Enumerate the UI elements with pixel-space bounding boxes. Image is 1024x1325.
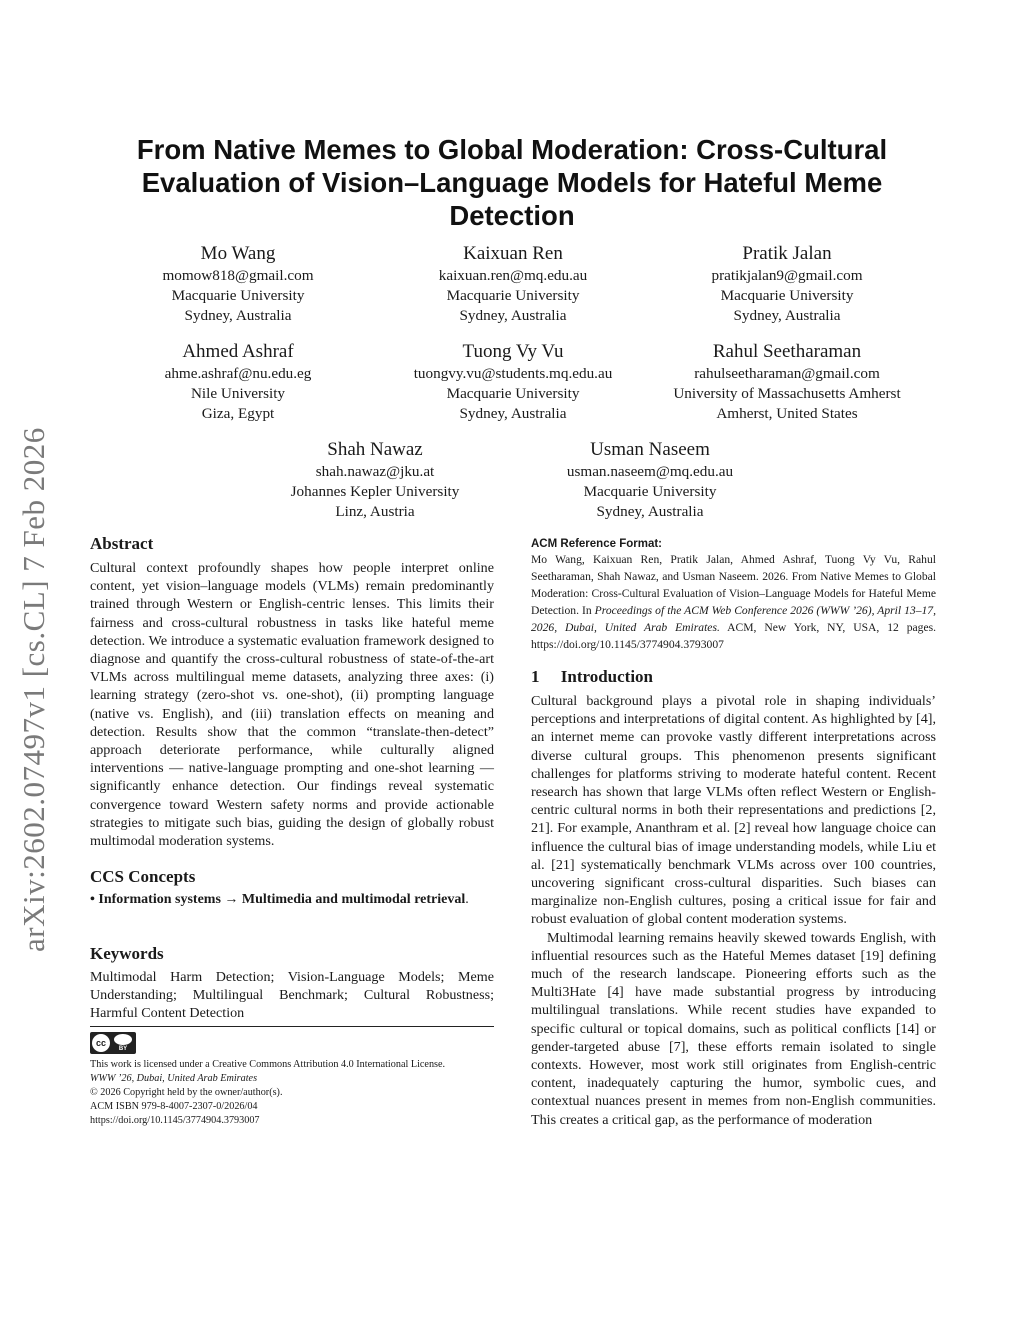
keywords-section — [90, 943, 494, 1023]
person-icon — [114, 1034, 132, 1045]
author-block — [98, 242, 378, 327]
by-label: BY — [118, 1046, 128, 1052]
ccs-heading: CCS Concepts — [90, 867, 196, 886]
ccs-concept: • Information systems → Multimedia and multimodal retrieval — [90, 892, 466, 907]
ccs-concepts-text — [90, 891, 494, 909]
author-affiliation: Macquarie University — [720, 287, 854, 305]
author-affiliation: Nile University — [190, 385, 286, 403]
author-affiliation: Macquarie University — [446, 287, 580, 305]
introduction-section — [531, 666, 936, 1129]
paper-title: From Native Memes to Global Moderation: Cross-Cultural Evaluation of Vision–Language Models for Hateful Meme Detection — [136, 134, 888, 231]
license-footnote — [90, 1058, 500, 1128]
author-affiliation: Johannes Kepler University — [290, 483, 460, 501]
isbn-line: ACM ISBN 979-8-4007-2307-0/2026/04 — [90, 1101, 258, 1112]
author-email: tuongvy.vu@students.mq.edu.au — [413, 365, 613, 382]
abstract-heading: Abstract — [90, 534, 154, 553]
cc-icon: cc — [92, 1034, 110, 1052]
author-affiliation: Macquarie University — [171, 287, 305, 305]
author-name: Pratik Jalan — [742, 243, 832, 264]
acm-reference-publisher: ACM, New York, NY, USA, 12 pages. https://doi.org/10.1145/3774904.3793007 — [531, 620, 937, 651]
footnote-divider — [90, 1026, 494, 1027]
author-name: Tuong Vy Vu — [462, 341, 564, 362]
acm-reference-section — [531, 536, 936, 653]
introduction-paragraph: Multimodal learning remains heavily skewed towards English, with influential resources such as the Hateful Memes dataset [19] defining much of the research landscape. Pioneering efforts such as the Multi3Hate [4] have made substantial progress by introducing multilingual translations. While recent studies have expanded to specific cultural or topical domains, such as political conflicts [14] or gender-targeted abuse [7], these efforts remain isolated to single contexts. However, most work still originates from English-centric content, inadequately capturing the humor, symbolic cues, and contextual nuances present in memes from non-English communities. This creates a critical gap, as the performance of moderation — [531, 929, 936, 1128]
author-location: Sydney, Australia — [596, 503, 704, 521]
author-location: Sydney, Australia — [459, 307, 567, 325]
keywords-heading: Keywords — [90, 944, 164, 963]
author-location: Linz, Austria — [335, 503, 415, 521]
author-location: Sydney, Australia — [733, 307, 841, 325]
author-email: rahulseetharaman@gmail.com — [694, 365, 880, 382]
author-block — [373, 242, 653, 327]
author-email: shah.nawaz@jku.at — [315, 463, 435, 480]
acm-reference-venue: Proceedings of the ACM Web Conference 2026 (WWW ’26), April 13–17, 2026, Dubai, United Arab Emirates. — [531, 603, 936, 634]
author-block — [373, 340, 653, 425]
author-location: Sydney, Australia — [184, 307, 292, 325]
author-name: Usman Naseem — [590, 439, 710, 460]
copyright-line: © 2026 Copyright held by the owner/author(s). — [90, 1087, 283, 1098]
author-name: Ahmed Ashraf — [182, 341, 294, 362]
author-block — [510, 438, 790, 523]
acm-reference-authors: Mo Wang, Kaixuan Ren, Pratik Jalan, Ahmed Ashraf, Tuong Vy Vu, Rahul Seetharaman, Shah Nawaz, and Usman Naseem. 2026. From Native Memes to Global Moderation: Cross-Cultural Evaluation of Vision–Language Models for Hateful Meme Detection. In — [531, 553, 936, 617]
author-name: Rahul Seetharaman — [712, 341, 862, 362]
author-email: pratikjalan9@gmail.com — [711, 267, 863, 284]
author-affiliation: Macquarie University — [583, 483, 717, 501]
author-block — [235, 438, 515, 523]
keywords-text: Multimodal Harm Detection; Vision-Language Models; Meme Understanding; Multilingual Benchmark; Cultural Robustness; Harmful Content Detection — [90, 969, 494, 1022]
license-statement: This work is licensed under a Creative Commons Attribution 4.0 International License. — [90, 1059, 446, 1070]
author-email: momow818@gmail.com — [162, 267, 314, 284]
author-name: Kaixuan Ren — [463, 243, 563, 264]
ccs-concept-tail: . — [465, 892, 469, 907]
doi-link[interactable]: https://doi.org/10.1145/3774904.3793007 — [90, 1115, 260, 1126]
author-affiliation: Macquarie University — [446, 385, 580, 403]
author-name: Mo Wang — [200, 243, 276, 264]
author-email: usman.naseem@mq.edu.au — [566, 463, 734, 480]
author-block — [98, 340, 378, 425]
author-affiliation: University of Massachusetts Amherst — [673, 385, 901, 403]
introduction-paragraph: Cultural background plays a pivotal role in shaping individuals’ perceptions and interpretations of digital content. As highlighted by [4], an internet meme can provoke vastly different interpretations across diverse cultural groups. This phenomenon presents significant challenges for platforms striving to moderate hateful content. Recent research has shown that large VLMs often reflect Western or English-centric cultural norms in both their representations and predictions [2, 21]. For example, Ananthram et al. [2] reveal how language choice can influence the cultural bias of image understanding models, while Liu et al. [21] systematically benchmark VLMs across over 100 countries, uncovering significant cross-cultural disparities. Such biases can marginalize non-English cultures, posing a critical issue for fair and robust evaluation of global content moderation systems. — [531, 693, 936, 928]
arxiv-identifier: arXiv:2602.07497v1 [cs.CL] 7 Feb 2026 — [16, 427, 51, 952]
author-block — [647, 242, 927, 327]
abstract-section — [90, 533, 494, 850]
author-location: Amherst, United States — [716, 405, 858, 423]
acm-reference-text — [531, 552, 936, 653]
author-block — [637, 340, 937, 425]
author-email: kaixuan.ren@mq.edu.au — [438, 267, 588, 284]
acm-reference-heading: ACM Reference Format: — [531, 538, 662, 550]
introduction-heading: 1 Introduction — [531, 667, 654, 686]
author-name: Shah Nawaz — [327, 439, 423, 460]
author-location: Giza, Egypt — [201, 405, 275, 423]
author-email: ahme.ashraf@nu.edu.eg — [164, 365, 312, 382]
ccs-section — [90, 866, 494, 909]
abstract-text: Cultural context profoundly shapes how people interpret online content, yet vision–language models (VLMs) remain predominantly trained through Western or English-centric lenses. This limits their fairness and cross-cultural robustness in tasks like hateful meme detection. We introduce a systematic evaluation framework designed to diagnose and quantify the cross-cultural robustness of state-of-the-art VLMs across multilingual meme datasets, analyzing three axes: (i) learning strategy (zero-shot vs. one-shot), (ii) prompting language (native vs. English), and (iii) translation effects on meaning and detection. Results show that the common “translate-then-detect” approach deteriorate performance, while culturally aligned interventions — native-language prompting and one-shot learning — significantly enhance detection. Our findings reveal systematic convergence toward Western safety norms and provide actionable strategies to mitigate such bias, guiding the design of globally robust multimodal moderation systems. — [90, 560, 494, 850]
venue-line: WWW ’26, Dubai, United Arab Emirates — [90, 1073, 258, 1084]
author-location: Sydney, Australia — [459, 405, 567, 423]
creative-commons-badge — [90, 1032, 136, 1054]
